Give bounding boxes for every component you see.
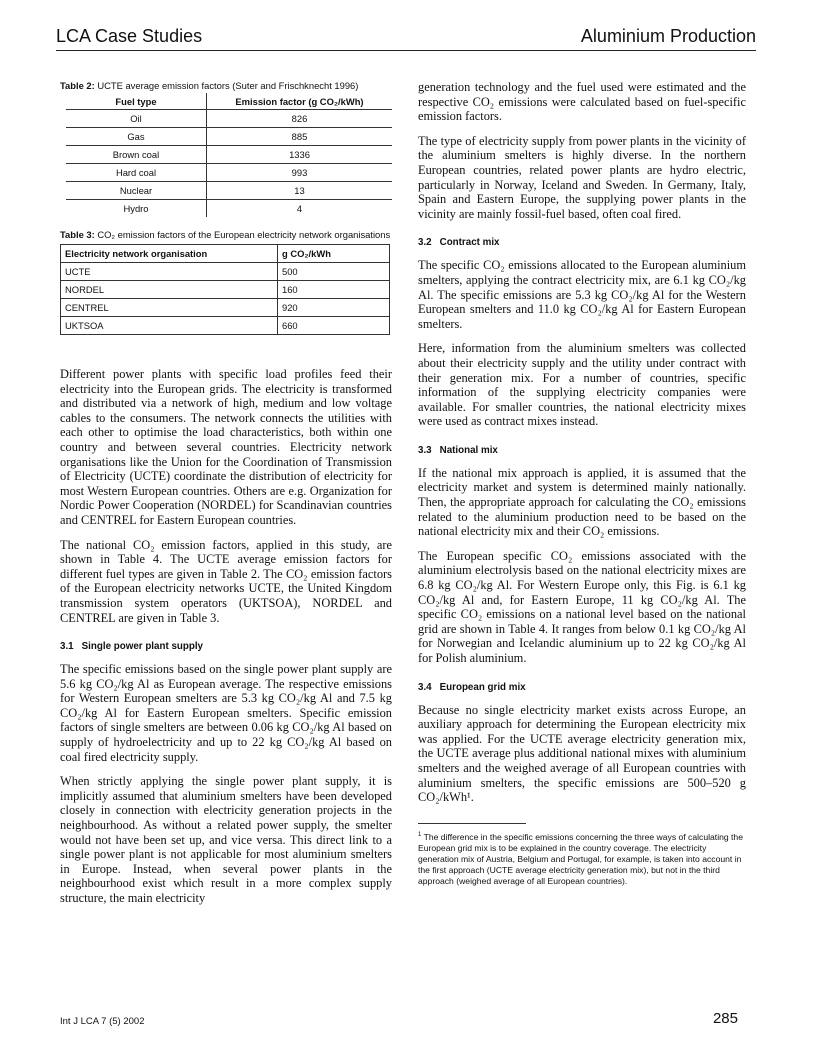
table-cell: Gas (66, 128, 207, 146)
table3-header-cell: g CO₂/kWh (278, 245, 390, 263)
table-cell: 826 (207, 110, 393, 128)
table-cell: 4 (296, 203, 303, 214)
table3-header-cell: Electricity network organisation (61, 245, 278, 263)
table-row (66, 182, 392, 200)
body-paragraph: If the national mix approach is applied, it is assumed that the electricity market and system is determined mainly nationally. Then, the appropriate approach for calculating the CO₂ emissions related to the aluminium production need to be based on the national electricity mix and their CO₂ emissions. (418, 465, 746, 539)
body-paragraph: The specific CO₂ emissions allocated to the European aluminium smelters, applying the contract electricity mix, are 6.1 kg CO₂/kg Al. The specific emissions are 5.3 kg CO₂/kg Al for the Western European smelters and 11.0 kg CO₂/kg Al for Eastern European smelters. (418, 258, 746, 331)
section-heading: 3.4 European grid mix (418, 681, 526, 693)
header-divider (56, 50, 756, 51)
table-cell: 660 (278, 317, 390, 335)
footnote: $^1$ The difference in the specific emissions concerning the three ways of calculating the European grid mix is to be explained in the country coverage. The electricity generation mix of Austria, Belgium and Portugal, for example, is taken into account in the first approach (UCTE average electricity generation mix), but not in the third approach (weighed average of all European countries). (418, 831, 743, 886)
table-row (61, 263, 390, 281)
table-row (66, 110, 392, 128)
table-row (66, 146, 392, 164)
table-cell: UCTE (61, 263, 278, 281)
footnote-divider (418, 823, 526, 824)
table-cell: 885 (207, 128, 393, 146)
table-row (61, 317, 390, 335)
table-cell: Hard coal (66, 164, 207, 182)
body-paragraph: The type of electricity supply from power plants in the vicinity of the aluminium smelters is highly diverse. In the northern European countries, related power plants are hydro electric, particularly in Norway, Iceland and Sweden. In Germany, Italy, Spain and Eastern Europe, the supplying power plants in the vicinity are mainly fossil-fuel based, often coal fired. (418, 133, 746, 221)
table-cell: CENTREL (61, 299, 278, 317)
section-heading: 3.3 National mix (418, 444, 498, 456)
table-row (61, 299, 390, 317)
body-paragraph: Because no single electricity market exists across Europe, an auxiliary approach for determining the European electricity mix was applied. For the UCTE average electricity generation mix, the UCTE average plus additional national mixes with aluminium smelters and the weighed average of all European countries with aluminium smelters, the specific emissions are 500–520 g CO₂/kWh¹. (418, 702, 746, 805)
right-column (418, 80, 746, 887)
table-cell: Nuclear (66, 182, 207, 200)
body-paragraph: generation technology and the fuel used were estimated and the respective CO₂ emissions were calculated based on fuel-specific emission factors. (418, 80, 746, 124)
table-cell: Hydro (66, 200, 207, 218)
section-heading: 3.2 Contract mix (418, 237, 500, 249)
table-cell: 993 (207, 164, 393, 182)
section-heading: 3.1 Single power plant supply (60, 641, 204, 653)
body-paragraph: Here, information from the aluminium smelters was collected about their electricity supply and the utility under contract with their generation mix. For a number of countries, specific information of the supplying electricity companies were available. For smaller countries, the national electricity mixes were used as contract mixes instead. (418, 341, 746, 429)
table-cell: 13 (207, 182, 393, 200)
left-column (60, 80, 392, 916)
table2-header-cell: Fuel type (66, 93, 207, 110)
table-row (66, 128, 392, 146)
table-cell: Oil (66, 110, 207, 128)
body-paragraph: Different power plants with specific load profiles feed their electricity into the European grids. The electricity is transformed and distributed via a network of high, medium and low voltage cables to the consumers. The network connects the utilities with each other to optimise the load characteristics, both within one country and between several countries. Electricity network organisations like the Union for the Coordination of Transmission of Electricity (UCTE) coordinate the distribution of electricity for most Western European countries. Others are e.g. Organization for Nordic Power Cooperation (NORDEL) for Scandinavian countries and CENTREL for Eastern European countries. (60, 367, 392, 527)
table-cell: Brown coal (66, 146, 207, 164)
table-cell: NORDEL (61, 281, 278, 299)
table-row (66, 200, 392, 218)
table3-network-emission-factors (60, 244, 390, 335)
body-paragraph: The European specific CO₂ emissions associated with the aluminium electrolysis based on the national electricity mixes are 6.8 kg CO₂/kg Al. For Western Europe only, this Fig. is 6.1 kg CO₂/kg Al and, for Eastern Europe, 11 kg CO₂/kg Al. The specific CO₂ emissions on a national level based on the national grid are shown in Table 4. It ranges from below 0.1 kg CO₂/kg Al for Norwegian and Icelandic aluminium up to 22 kg CO₂/kg Al for Polish aluminium. (418, 548, 746, 665)
table-cell: UKTSOA (61, 317, 278, 335)
table-row (61, 281, 390, 299)
journal-section-title: LCA Case Studies (56, 26, 203, 46)
article-topic-title: Aluminium Production (580, 26, 756, 46)
table-cell: 160 (278, 281, 390, 299)
table-row (66, 164, 392, 182)
table3-caption: Table 3: CO₂ emission factors of the European electricity network organisations (60, 229, 391, 240)
table-cell: 500 (278, 263, 390, 281)
page-number: 285 (712, 1010, 738, 1027)
body-paragraph: The specific emissions based on the single power plant supply are 5.6 kg CO₂/kg Al as European average. The respective emissions for Western European smelters are 5.3 kg CO₂/kg Al and 7.5 kg CO₂/kg Al for Eastern European smelters. Specific emission factors of single smelters are between 0.06 kg CO₂/kg Al based on supply of hydroelectricity and up to 22 kg CO₂/kg Al based on coal fired electricity supply. (60, 662, 392, 764)
table2-header-cell: Emission factor (g CO₂/kWh) (207, 93, 393, 110)
table-cell: 1336 (207, 146, 393, 164)
table-cell: 920 (278, 299, 390, 317)
table3-header-row (61, 245, 390, 263)
table2-caption: Table 2: UCTE average emission factors (Suter and Frischknecht 1996) (60, 80, 359, 91)
journal-citation: Int J LCA 7 (5) 2002 (60, 1016, 145, 1027)
body-paragraph: The national CO₂ emission factors, applied in this study, are shown in Table 4. The UCTE average emission factors for different fuel types are given in Table 2. The CO₂ emission factors of the European electricity networks UCTE, the United Kingdom transmission system operators (UKTSOA), NORDEL and CENTREL are given in Table 3. (60, 537, 392, 625)
table2-header-row (66, 93, 392, 110)
body-paragraph: When strictly applying the single power plant supply, it is implicitly assumed that aluminium smelters have been developed closely in connection with electricity generation projects in the neighbourhood. As without a related power supply, the smelter would not have been set up, and vice versa. This direct link to a single power plant is not applicable for most aluminium smelters in Europe. Instead, when several power plants in the neighbourhood exist which result in a more complex supply structure, the main electricity (60, 774, 392, 905)
table2-emission-factors (66, 93, 392, 217)
